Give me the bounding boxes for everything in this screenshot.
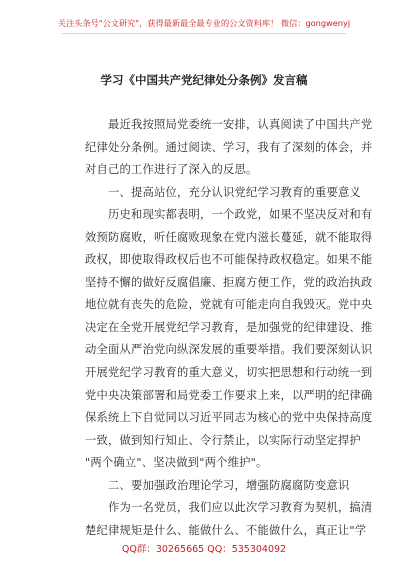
body-line: 作为一名党员，我们应以此次学习教育为契机，搞清 xyxy=(108,501,373,515)
body-line: 保系统上下自觉同以习近平同志为核心的党中央保持高度 xyxy=(85,411,373,425)
body-line: 党中央决策部署和局党委工作要求上来，以严明的纪律确 xyxy=(85,388,373,402)
body-line: 对自己的工作进行了深入的反思。 xyxy=(85,163,258,177)
body-line: 坚持不懈的做好反腐倡廉、拒腐方便工作，党的政治执政 xyxy=(85,275,373,289)
body-line: 决定在全党开展党纪学习教育，是加强党的纪律建设、推 xyxy=(85,320,373,334)
body-line: 政权，即使取得政权后也不可能保持政权稳定。如果不能 xyxy=(85,253,373,267)
document-body xyxy=(85,114,373,542)
body-line: 纪律处分条例。通过阅读、学习，我有了深刻的体会，并 xyxy=(85,140,373,154)
body-line: 效预防腐败，听任腐败现象在党内滋长蔓延，就不能取得 xyxy=(85,230,373,244)
body-line: 楚纪律规矩是什么、能做什么、不能做什么，真正让"学 xyxy=(85,523,367,537)
body-line: 动全面从严治党向纵深发展的重要举措。我们要深刻认识 xyxy=(85,343,373,357)
body-line: 历史和现实都表明，一个政党，如果不坚决反对和有 xyxy=(108,208,373,222)
section-heading-2: 二、要加强政治理论学习，增强防腐腐防变意识 xyxy=(108,478,350,492)
header-divider xyxy=(62,33,346,34)
document-title: 学习《中国共产党纪律处分条例》发言稿 xyxy=(100,73,308,87)
section-heading-1: 一、提高站位，充分认识党纪学习教育的重要意义 xyxy=(108,185,361,199)
footer-contact: QQ群：30265665 QQ：535304092 xyxy=(121,544,287,555)
body-line: 一致，做到知行知止、令行禁止，以实际行动坚定捍护 xyxy=(85,433,361,447)
body-line: "两个确立"、坚决做到"两个维护"。 xyxy=(85,456,268,470)
body-line: 地位就有丧失的危险，党就有可能走向自我毁灭。党中央 xyxy=(85,298,373,312)
header-banner: 关注头条号"公文研究"，获得最新最全最专业的公文资料库！ 微信：gongwenyj xyxy=(57,18,351,28)
body-line: 开展党纪学习教育的重大意义，切实把思想和行动统一到 xyxy=(85,366,373,380)
body-line: 最近我按照局党委统一安排，认真阅读了中国共产党 xyxy=(108,118,373,131)
